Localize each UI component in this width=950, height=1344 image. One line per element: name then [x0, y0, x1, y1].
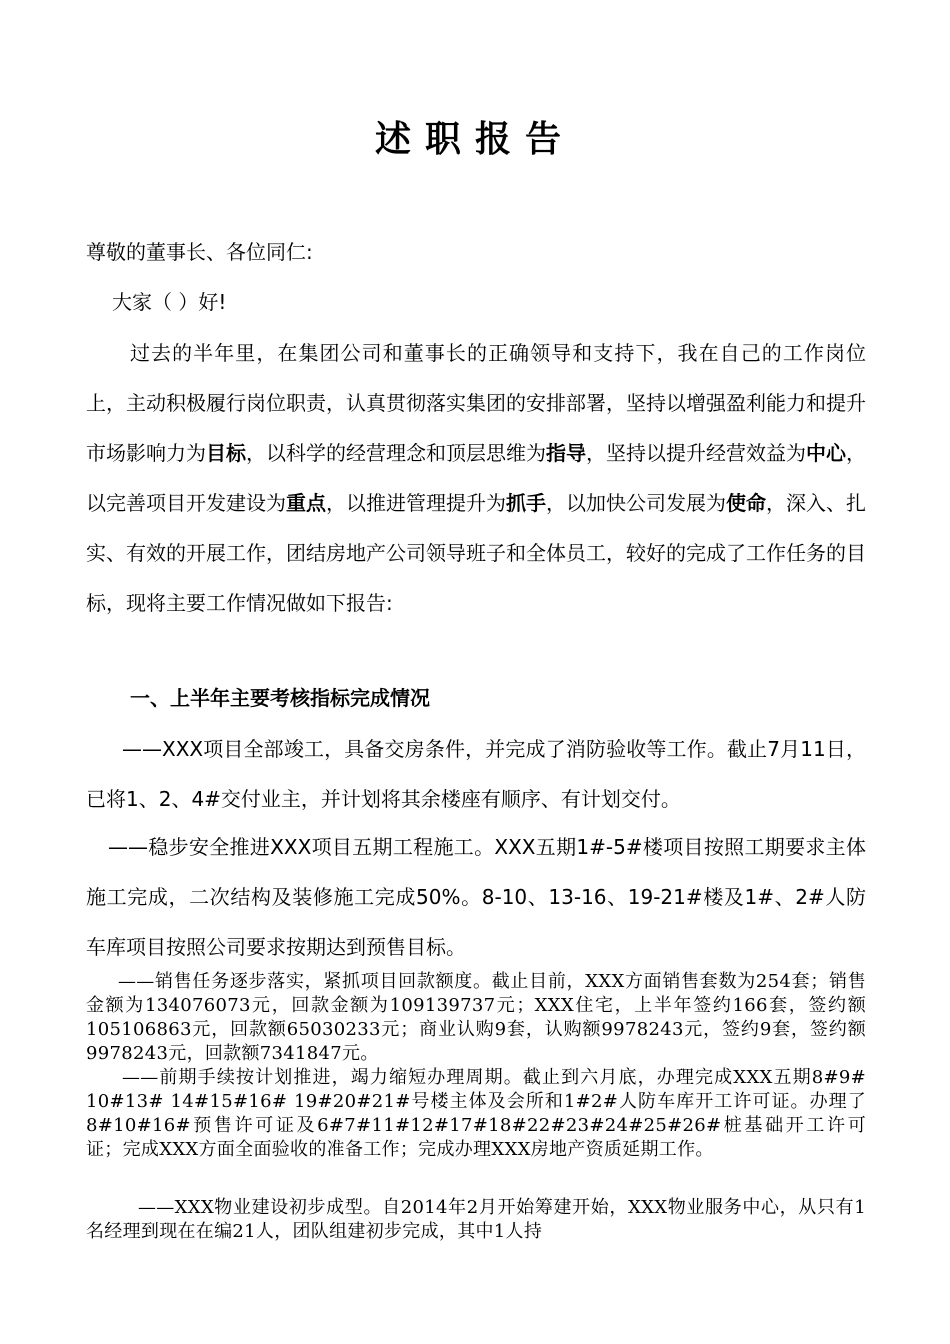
intro-bold-handle: 抓手	[506, 491, 546, 515]
item-permits: ——前期手续按计划推进，竭力缩短办理周期。截止到六月底，办理完成XXX五期8#9# 10#13# 14#15#16# 19#20#21#号楼主体及会所和1#2#人防车库开工许可证。办理了8#10#16#预售许可证及6#7#11#12#17#18#22#23#24#25#26#桩基础开工许可证；完成XXX方面全面验收的准备工作；完成办理XXX房地产资质延期工作。	[86, 1067, 866, 1160]
document-title: 述职报告	[374, 119, 575, 160]
intro-text-4: ，以完善项目开发建设为	[86, 441, 866, 515]
item-construction: ——稳步安全推进XXX项目五期工程施工。XXX五期1#-5#楼项目按照工期要求主体施工完成，二次结构及装修施工完成50%。8-10、13-16、19-21#楼及1#、2#人防车库项目按照公司要求按期达到预售目标。	[86, 835, 866, 959]
intro-bold-focus: 重点	[286, 491, 326, 515]
intro-bold-mission: 使命	[726, 491, 766, 515]
intro-text-2: ，以科学的经营理念和顶层思维为	[246, 441, 546, 465]
intro-text-5: ，以推进管理提升为	[326, 491, 506, 515]
intro-text-1: 过去的半年里，在集团公司和董事长的正确领导和支持下，我在自己的工作岗位上，主动积极履行岗位职责，认真贯彻落实集团的安排部署，坚持以增强盈利能力和提升市场影响力为	[86, 341, 866, 465]
intro-bold-guide: 指导	[546, 441, 586, 465]
intro-text-6: ，以加快公司发展为	[546, 491, 726, 515]
intro-paragraph	[86, 328, 866, 628]
intro-text-7: ，深入、扎实、有效的开展工作，团结房地产公司领导班子和全体员工，较好的完成了工作任务的目标，现将主要工作情况做如下报告:	[86, 491, 866, 615]
salutation: 尊敬的董事长、各位同仁:	[86, 240, 313, 264]
item-sales: ——销售任务逐步落实，紧抓项目回款额度。截止目前，XXX方面销售套数为254套；销售金额为134076073元，回款金额为109139737元；XXX住宅，上半年签约166套，签约额105106863元，回款额65030233元；商业认购9套，认购额9978243元，签约9套，签约额9978243元，回款额7341847元。	[86, 971, 866, 1064]
intro-bold-target: 目标	[206, 441, 246, 465]
section-heading: 一、上半年主要考核指标完成情况	[130, 686, 430, 710]
intro-bold-center: 中心	[806, 441, 846, 465]
greeting: 大家（ ）好!	[112, 290, 227, 314]
intro-text-3: ，坚持以提升经营效益为	[586, 441, 806, 465]
item-property: ——XXX物业建设初步成型。自2014年2月开始筹建开始，XXX物业服务中心，从只有1名经理到现在在编21人，团队组建初步完成，其中1人持	[86, 1197, 866, 1242]
item-completion: ——XXX项目全部竣工，具备交房条件，并完成了消防验收等工作。截止7月11日，已将1、2、4#交付业主，并计划将其余楼座有顺序、有计划交付。	[86, 737, 866, 811]
